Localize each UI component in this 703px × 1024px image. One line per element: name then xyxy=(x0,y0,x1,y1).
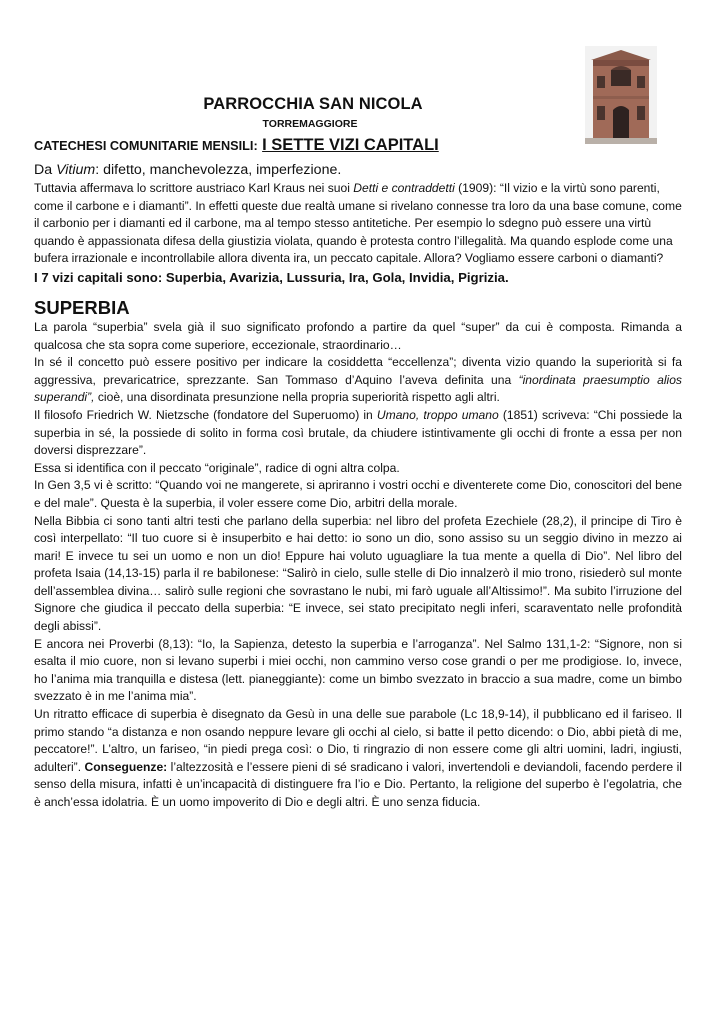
vices-list: I 7 vizi capitali sono: Superbia, Avarizia, Lussuria, Ira, Gola, Invidia, Pigrizia. xyxy=(34,269,509,285)
superbia-paragraph-1: La parola “superbia” svela già il suo significato profondo a partire da quel “super” da cui è composta. Rimanda a qualcosa che sta sopra come superiore, eccezionale, straordinario… xyxy=(34,319,682,352)
superbia-p3-text-b: (1851) scriveva: “Chi possiede la superbia in sé, la possiede di solito in forma così brutale, da chiudere istintivamente gli occhi di fronte a essa per non doversi disprezzare”. xyxy=(34,407,682,458)
superbia-p2-text-a: In sé il concetto può essere positivo per indicare la cosiddetta “eccellenza”; diventa vizio quando la superiorità si fa aggressiva, prevaricatrice, sprezzante. San Tommaso d’Aquino l’aveva definita una xyxy=(34,355,682,387)
superbia-paragraph-4: Essa si identifica con il peccato “originale”, radice di ogni altra colpa. xyxy=(34,460,400,475)
superbia-paragraph-3 xyxy=(34,407,682,460)
superbia-p3-text-a: Il filosofo Friedrich W. Nietzsche (fondatore del Superuomo) in xyxy=(34,407,377,422)
superbia-p8-text-a: Un ritratto efficace di superbia è disegnato da Gesù in una delle sue parabole (Lc 18,9-14), il pubblicano ed il fariseo. Il primo stando “a distanza e non osando neppure levare gli occhi al cielo, si batte il petto dicendo: o Dio, abbi pietà di me, peccatore!”. L’altro, un fariseo, “in piedi prega così: o Dio, ti ringrazio di non essere come gli altri uomini, ladri, ingiusti, adulteri”. xyxy=(34,707,682,774)
etymology-term: Vitium xyxy=(56,162,96,178)
superbia-paragraph-5: In Gen 3,5 vi è scritto: “Quando voi ne mangerete, si apriranno i vostri occhi e diventerete come Dio, conoscitori del bene e del male”. Questa è la superbia, il voler essere come Dio, arbitri della morale. xyxy=(34,478,682,510)
superbia-p2-text-b: cioè, una disordinata presunzione nella propria superiorità rispetto agli altri. xyxy=(94,390,500,405)
superbia-paragraph-2 xyxy=(34,354,682,407)
consequences-label: Conseguenze: xyxy=(84,759,168,774)
intro-book-title: Detti e contraddetti xyxy=(353,181,455,195)
town-subtitle: TORREMAGGIORE xyxy=(262,118,358,130)
superbia-paragraph-8 xyxy=(34,706,682,812)
document-body xyxy=(34,161,682,812)
superbia-p2-quote: “inordinata praesumptio alios superandi”, xyxy=(34,372,682,405)
intro-paragraph xyxy=(34,180,682,268)
etymology-line xyxy=(34,161,682,180)
intro-text-a: Tuttavia affermava lo scrittore austriaco Karl Kraus nei suoi xyxy=(34,181,354,195)
topic-title: I SETTE VIZI CAPITALI xyxy=(262,136,439,154)
superbia-paragraph-7: E ancora nei Proverbi (8,13): “Io, la Sapienza, detesto la superbia e l’arroganza”. Nel Salmo 131,1-2: “Signore, non si esalta il mio cuore, non si levano superbi i miei occhi, non cammino verso cose grandi o per me prodigiose. Io, invece, ho l’anima mia tranquilla e distesa (lett. pianeggiante): come un bimbo svezzato in braccio a sua madre, come un bimbo svezzato è in me l’anima mia”. xyxy=(34,636,682,704)
etymology-pre: Da xyxy=(34,162,57,178)
superbia-paragraph-6: Nella Bibbia ci sono tanti altri testi che parlano della superbia: nel libro del profeta Ezechiele (28,2), il principe di Tiro è così interpellato: “Il tuo cuore si è insuperbito e hai detto: io sono un dio, sono assiso su un seggio divino in mezzo ai mari! E invece tu sei un uomo e non un dio! Eppure hai voluto uguagliare la tua mente a quella di Dio”. Nel libro del profeta Isaia (14,13-15) parla il re babilonese: “Salirò in cielo, sulle stelle di Dio innalzerò il mio trono, risiederò sul monte dell’assemblea divina… salirò sulle regioni che sovrastano le nubi, mi farò uguale all’Altissimo!”. Ma subito l’irruzione del Signore che giudica il peccato della superbia: “E invece, sei stato precipitato negli inferi, scaraventato nelle profondità degli abissi”. xyxy=(34,513,682,634)
superbia-heading: SUPERBIA xyxy=(34,296,130,318)
superbia-p3-book-title: Umano, troppo umano xyxy=(376,407,499,422)
intro-text-b: (1909): “Il vizio e la virtù sono parenti, come il carbone e i diamanti”. In effetti queste due realtà umane si rivelano connesse tra loro da una base comune, come il carbonio per i diamanti ed il carbone, ma al tempo stesso antitetiche. Per esempio lo sdegno può essere una virtù quando è appassionata difesa della giustizia violata, quando è protesta contro l’illegalità. Ma quando esplode come una bufera irrazionale e incontrollabile allora diventa ira, un peccato capitale. Allora? Vogliamo essere carboni o diamanti? xyxy=(34,181,682,266)
etymology-definition: : difetto, manchevolezza, imperfezione. xyxy=(95,162,342,178)
catechesis-label: CATECHESI COMUNITARIE MENSILI: xyxy=(34,139,258,153)
superbia-p8-text-b: l’altezzosità e l’essere pieni di sé sradicano i valori, invertendoli e deviandoli, facendo perdere il senso della misura, infatti è un’incapacità di distinguere fra l’io e Dio. Pertanto, la religione del superbo è l’egolatria, che è anch’essa idolatria. È un uomo impoverito di Dio e degli altri. È uno senza fiducia. xyxy=(34,759,682,809)
catechesis-line xyxy=(34,136,674,155)
parish-title: PARROCCHIA SAN NICOLA xyxy=(203,95,423,113)
